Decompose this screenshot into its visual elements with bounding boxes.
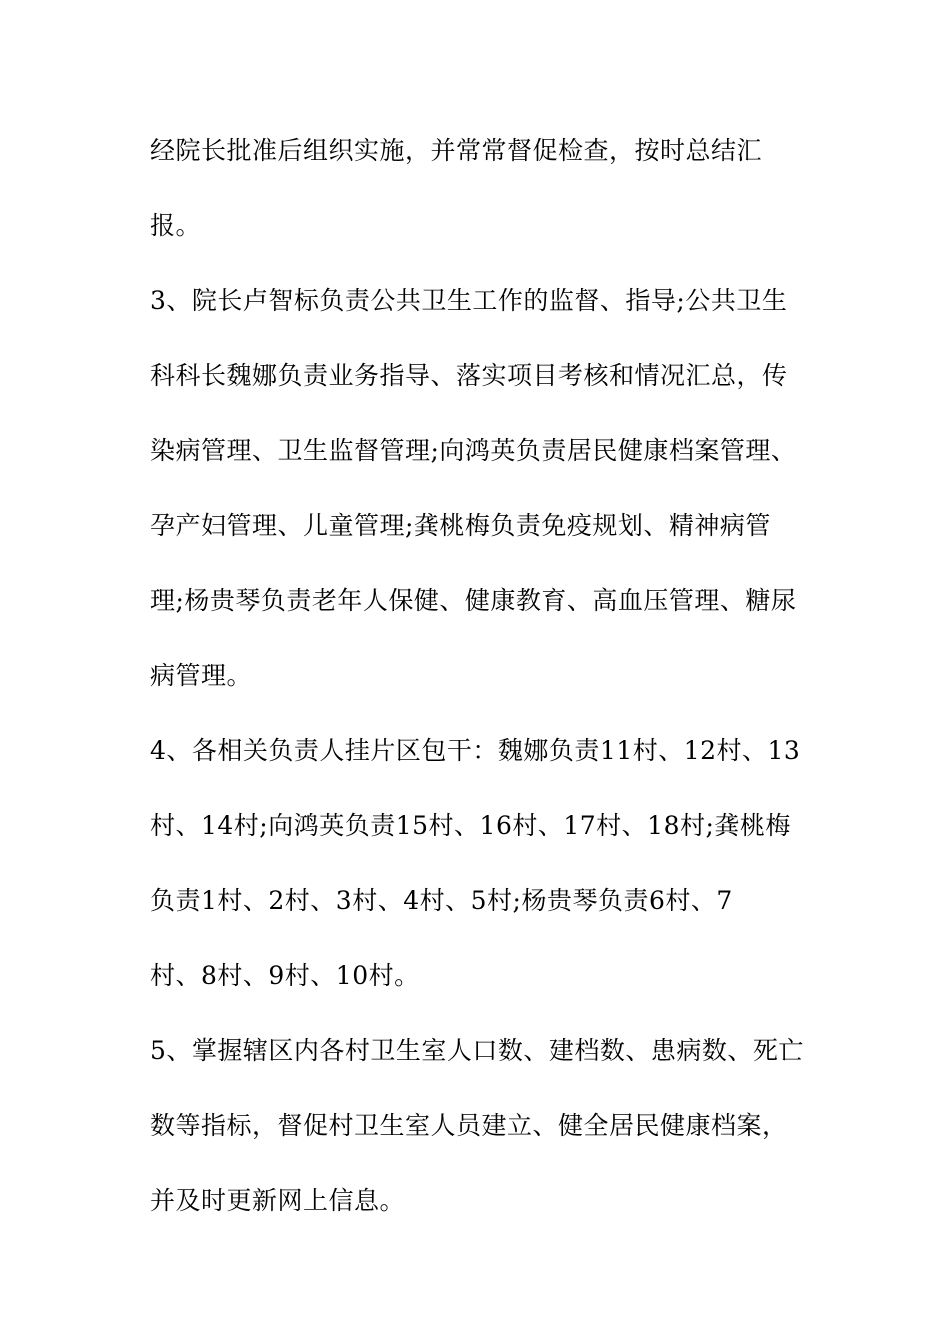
text-line-14: 数等指标，督促村卫生室人员建立、健全居民健康档案， xyxy=(150,1111,788,1140)
text-line-2: 报。 xyxy=(150,211,202,240)
text-line-7: 理;杨贵琴负责老年人保健、健康教育、高血压管理、糖尿 xyxy=(150,586,797,615)
text-line-1: 经院长批准后组织实施，并常常督促检查，按时总结汇 xyxy=(150,136,763,165)
text-line-5: 染病管理、卫生监督管理;向鸿英负责居民健康档案管理、 xyxy=(150,436,797,465)
text-line-15: 并及时更新网上信息。 xyxy=(150,1186,406,1215)
text-line-11: 负责1村、2村、3村、4村、5村;杨贵琴负责6村、7 xyxy=(150,886,733,915)
text-line-6: 孕产妇管理、儿童管理;龚桃梅负责免疫规划、精神病管 xyxy=(150,511,771,540)
text-line-12: 村、8村、9村、10村。 xyxy=(150,961,420,990)
text-line-4: 科科长魏娜负责业务指导、落实项目考核和情况汇总，传 xyxy=(150,361,788,390)
text-line-13: 5、掌握辖区内各村卫生室人口数、建档数、患病数、死亡 xyxy=(150,1036,804,1065)
text-line-9: 4、各相关负责人挂片区包干：魏娜负责11村、12村、13 xyxy=(150,736,801,765)
text-line-10: 村、14村;向鸿英负责15村、16村、17村、18村;龚桃梅 xyxy=(150,811,791,840)
text-line-3: 3、院长卢智标负责公共卫生工作的监督、指导;公共卫生 xyxy=(150,286,788,315)
text-line-8: 病管理。 xyxy=(150,661,253,690)
